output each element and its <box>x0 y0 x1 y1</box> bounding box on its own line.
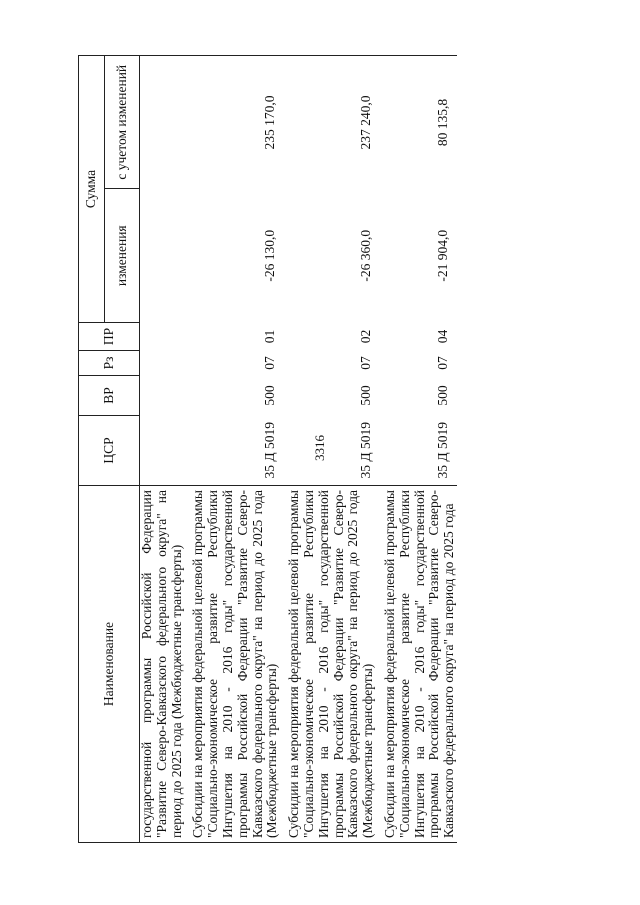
row-csr: 35 Д 5019 <box>358 422 374 479</box>
row-csr: 35 Д 5019 <box>262 422 278 479</box>
row-pr: 02 <box>358 329 374 344</box>
row-with-changes: 235 170,0 <box>188 56 284 190</box>
header-csr: ЦСР <box>79 416 140 486</box>
row-changes: -26 130,0 <box>262 229 278 282</box>
row-vr: 500 <box>262 385 278 406</box>
row-name: государственной программы Российской Федерации "Развитие Северо-Кавказского федерального округа" на период до 2025 года (Межбюджетные трансферты) <box>140 486 189 843</box>
row-csr <box>140 416 189 486</box>
row-pr: 01 <box>262 329 278 344</box>
row-vr <box>140 376 189 416</box>
row-changes <box>140 189 189 323</box>
row-rz: 07 <box>358 356 374 370</box>
header-name: Наименование <box>79 486 140 843</box>
table-row <box>284 56 380 843</box>
row-changes: -21 904,0 <box>435 229 451 282</box>
row-name: Субсидии на мероприятия федеральной целевой программы "Социально-экономическое развитие Республики Ингушетия на 2010 - 2016 годы" государственной программы Российской Федерации "Развитие Северо-Кавказского федерального округа" на период до 2025 года (Межбюджетные трансферты) <box>284 486 380 843</box>
row-with-changes <box>140 56 189 190</box>
row-vr: 500 <box>358 385 374 406</box>
row-with-changes: 80 135,8 <box>380 56 457 190</box>
budget-table <box>78 55 457 843</box>
row-name: Субсидии на мероприятия федеральной целевой программы "Социально-экономическое развитие Республики Ингушетия на 2010 - 2016 годы" государственной программы Российской Федерации "Развитие Северо-Кавказского федерального округа" на период до 2025 года <box>380 486 457 843</box>
row-pr <box>140 323 189 351</box>
row-rz <box>140 351 189 376</box>
row-vr: 500 <box>435 385 451 406</box>
table-row <box>140 56 189 843</box>
row-rz: 07 <box>262 356 278 370</box>
table-row <box>380 56 457 843</box>
row-csr: 35 Д 5019 <box>435 422 451 479</box>
header-vr: ВР <box>79 376 140 416</box>
header-rz: Рз <box>79 351 140 376</box>
table-header-row <box>79 56 105 843</box>
header-pr: ПР <box>79 323 140 351</box>
row-changes: -26 360,0 <box>358 229 374 282</box>
row-rz: 07 <box>435 356 451 370</box>
row-name: Субсидии на мероприятия федеральной целевой программы "Социально-экономическое развитие Республики Ингушетия на 2010 - 2016 годы" государственной программы Российской Федерации "Развитие Северо-Кавказского федерального округа" на период до 2025 года (Межбюджетные трансферты) <box>188 486 284 843</box>
header-with-changes: с учетом изменений <box>105 56 140 190</box>
page-number: 3316 <box>312 435 327 461</box>
row-pr: 04 <box>435 329 451 344</box>
row-with-changes: 237 240,0 <box>284 56 380 190</box>
header-sum: Сумма <box>79 56 105 323</box>
header-changes: изменения <box>105 189 140 323</box>
table-row <box>188 56 284 843</box>
